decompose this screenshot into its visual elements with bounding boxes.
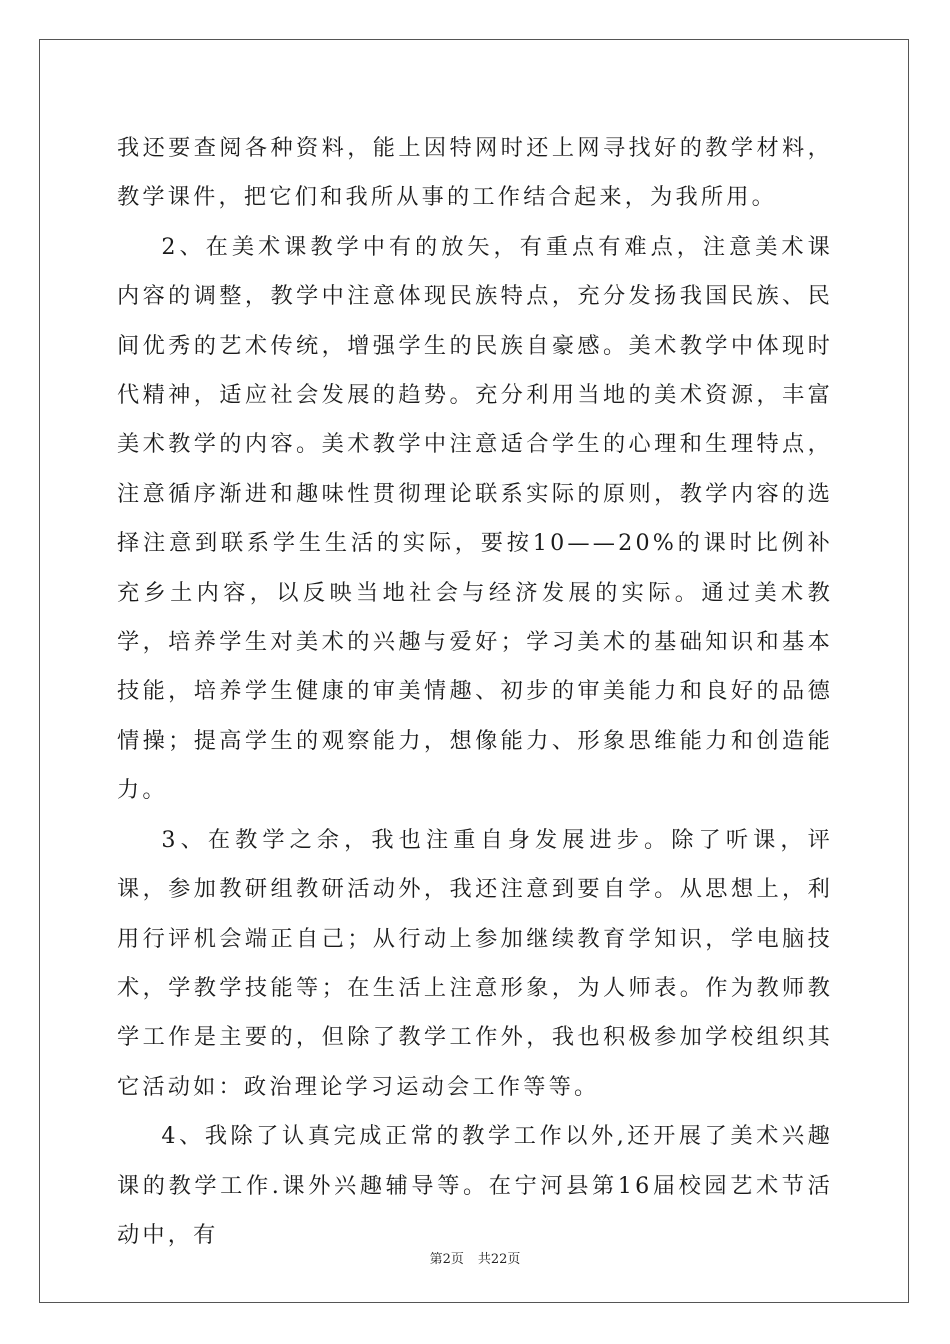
paragraph-item-2: 2、在美术课教学中有的放矢，有重点有难点，注意美术课内容的调整，教学中注意体现民族特点，充分发扬我国民族、民间优秀的艺术传统，增强学生的民族自豪感。美术教学中体现时代精神，适应社会发展的趋势。充分利用当地的美术资源，丰富美术教学的内容。美术教学中注意适合学生的心理和生理特点，注意循序渐进和趣味性贯彻理论联系实际的原则，教学内容的选择注意到联系学生生活的实际，要按10——20%的课时比例补充乡土内容，以反映当地社会与经济发展的实际。通过美术教学，培养学生对美术的兴趣与爱好；学习美术的基础知识和基本技能，培养学生健康的审美情趣、初步的审美能力和良好的品德情操；提高学生的观察能力，想像能力、形象思维能力和创造能力。 xyxy=(117,233,833,804)
total-page-count: 共22页 xyxy=(477,1252,521,1267)
document-body xyxy=(117,124,833,1260)
current-page-number: 第2页 xyxy=(429,1252,464,1267)
paragraph-item-4: 4、我除了认真完成正常的教学工作以外,还开展了美术兴趣课的教学工作.课外兴趣辅导等。在宁河县第16届校园艺术节活动中，有 xyxy=(117,1123,833,1248)
paragraph-continuation: 我还要查阅各种资料，能上因特网时还上网寻找好的教学材料，教学课件，把它们和我所从事的工作结合起来，为我所用。 xyxy=(117,135,833,211)
paragraph-item-3: 3、在教学之余，我也注重自身发展进步。除了听课，评课，参加教研组教研活动外，我还注意到要自学。从思想上，利用行评机会端正自己；从行动上参加继续教育学知识，学电脑技术，学教学技能等；在生活上注意形象，为人师表。作为教师教学工作是主要的，但除了教学工作外，我也积极参加学校组织其它活动如：政治理论学习运动会工作等等。 xyxy=(117,826,833,1100)
page-footer xyxy=(0,1248,950,1267)
